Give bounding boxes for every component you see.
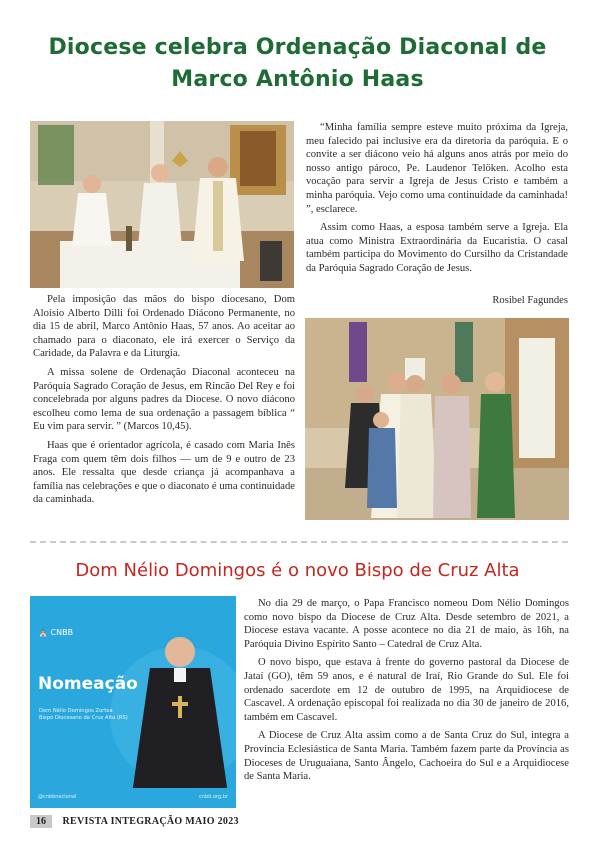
mitre-icon: ⛪ [38,628,48,637]
page-number: 16 [30,815,52,828]
article2-title: Dom Nélio Domingos é o novo Bispo de Cruz Alta [75,560,520,581]
card-subtitle [39,708,149,722]
article-title [30,32,565,96]
section-divider [30,541,568,543]
card-footer-handle: @cnbbnacional [38,794,77,800]
article1-right-column [306,121,568,281]
card-subtitle-line2: Bispo Diocesano de Cruz Alta (RS) [39,715,128,721]
ordination-altar-photo [30,121,294,288]
article1-left-column [33,293,295,512]
article2-paragraph: O novo bispo, que estava à frente do governo pastoral da Diocese de Jataí (GO), têm 59 anos, e é natural de Iraí, Rio Grande do Sul. Ele foi ordenado sacerdote em 12 de outubro de 1995, na Arquidiocese de Cascavel. A ordenação episcopal foi realizada no dia 30 de janeiro de 2016, também em Cascavel. [244,657,569,723]
article1-paragraph: Pela imposição das mãos do bispo diocesano, Dom Aloísio Alberto Dilli foi Ordenado Diácono Permanente, no dia 15 de abril, Marco Antônio Haas, 57 anos. Ao aceitar ao chamado para o diaconato, ele irá exercer o Serviço da Caridade, da Palavra e da Liturgia. [33,294,295,360]
article1-paragraph: Haas que é orientador agrícola, é casado com Maria Inês Fraga com quem têm dois filhos — um de 9 e outro de 23 anos. Ele ressalta que desde criança já acompanhava a família nas celebrações e que o diaconato é uma continuidade da caminhada. [33,439,295,506]
article-title-line1: Diocese celebra Ordenação Diaconal de [48,35,547,60]
cnbb-logo [38,628,73,637]
article-title-line2: Marco Antônio Haas [171,67,424,92]
author-byline: Rosibel Fagundes [492,295,568,306]
article2-paragraph: No dia 29 de março, o Papa Francisco nomeou Dom Nélio Domingos como novo bispo da Diocese de Cruz Alta. Desde setembro de 2021, a Diocese estava vacante. A posse acontece no dia 21 de maio, às 16h, na Paróquia Divino Espírito Santo – Catedral de Cruz Alta. [244,598,569,650]
nomination-card [30,596,236,808]
article1-paragraph: A missa solene de Ordenação Diaconal aconteceu na Paróquia Sagrado Coração de Jesus, em Rincão Del Rey e foi concelebrada por alguns padres da Diocese. O novo diácono escolheu como lema de sua ordenação a passagem bíblica “ Eu vim para servir. ” (Marcos 10,45). [33,366,295,433]
magazine-name: REVISTA INTEGRAÇÃO MAIO 2023 [62,816,239,827]
article1-paragraph: Assim como Haas, a esposa também serve a Igreja. Ela atua como Ministra Extraordinária da Eucaristia. O casal também participa do Movimento do Cursilho da Cristandade da Paróquia Sagrado Coração de Jesus. [306,222,568,274]
article1-paragraph: “Minha família sempre esteve muito próxima da Igreja, meu falecido pai inclusive era da diretoria da paróquia. E o convite a ser diácono veio há alguns anos atrás por meio do nosso antigo pároco, Pe. Laudenor Telöken. Acolho esta vocação para servir a Igreja de Jesus Cristo e também a minha paróquia. Vejo como uma continuidade da caminhada! ”, esclarece. [306,122,568,215]
family-photo [305,318,569,520]
card-footer-site: cnbb.org.br [199,794,228,800]
page-footer [30,815,239,828]
article2-column [244,597,569,789]
card-subtitle-line1: Dom Nélio Domingos Zortea [39,708,113,714]
cnbb-logo-text: CNBB [50,628,74,637]
card-headline: Nomeação [38,674,138,694]
article2-paragraph: A Diocese de Cruz Alta assim como a de Santa Cruz do Sul, integra a Província Eclesiástica de Santa Maria. Também fazem parte da Província as Dioceses de Uruguaiana, Santo Ângelo, Cachoeira do Sul e a Arquidiocese de Santa Maria. [244,730,569,783]
card-footer [30,788,236,808]
